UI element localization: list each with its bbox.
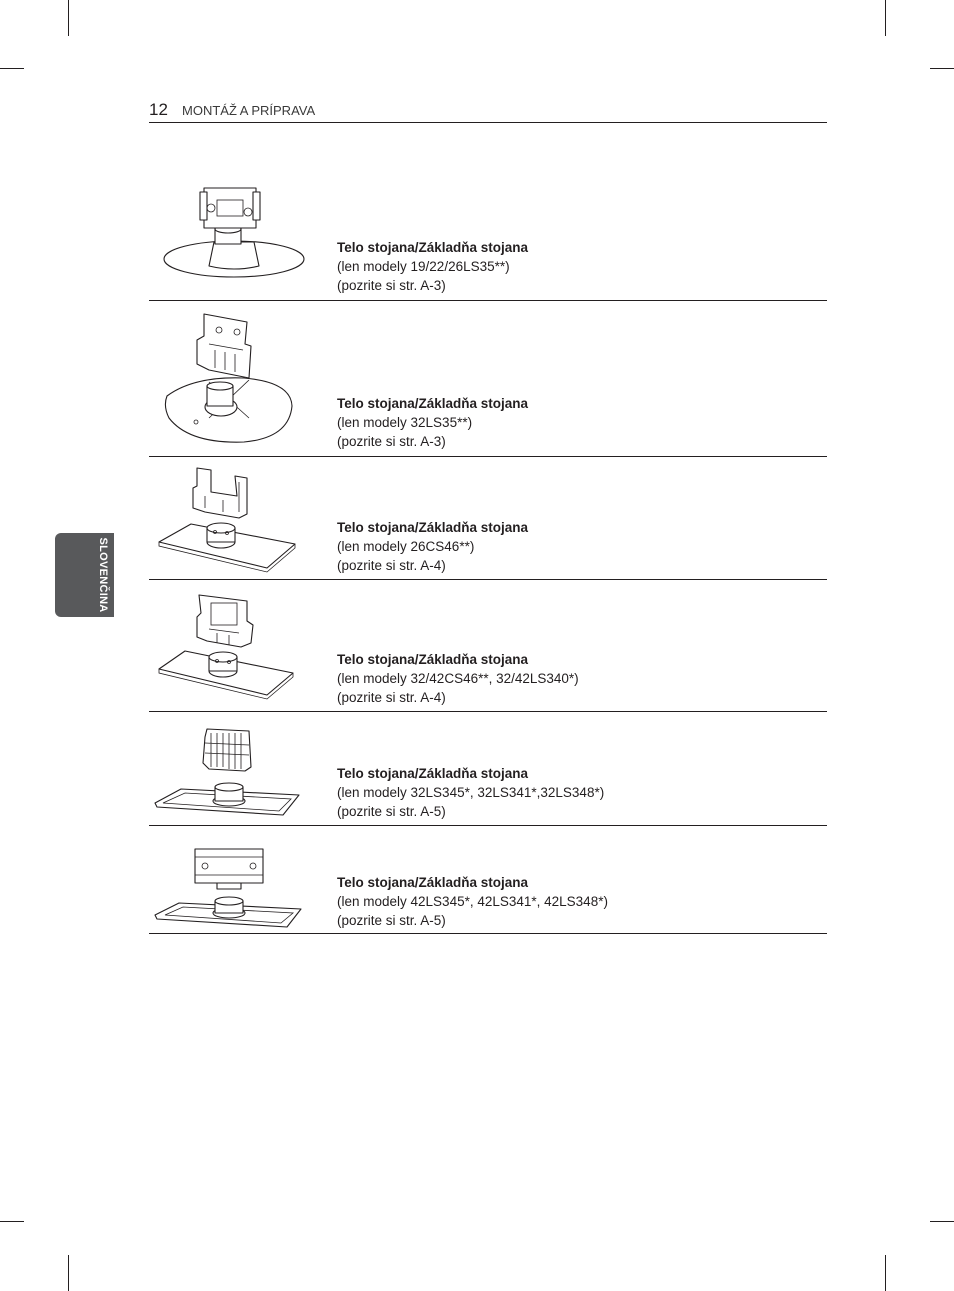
crop-mark bbox=[885, 1255, 886, 1291]
item-title: Telo stojana/Základňa stojana bbox=[337, 875, 529, 890]
list-item bbox=[149, 456, 827, 580]
stand-illustration bbox=[149, 579, 309, 711]
crop-mark bbox=[68, 0, 69, 36]
page-number: 12 bbox=[149, 100, 168, 119]
language-tab bbox=[55, 533, 114, 617]
item-page-ref: (pozrite si str. A-4) bbox=[337, 690, 446, 705]
item-models: (len modely 32LS35**) bbox=[337, 415, 473, 430]
item-models: (len modely 26CS46**) bbox=[337, 539, 475, 554]
item-page-ref: (pozrite si str. A-3) bbox=[337, 278, 446, 293]
section-title: MONTÁŽ A PRÍPRAVA bbox=[182, 103, 316, 118]
list-item bbox=[149, 300, 827, 457]
item-page-ref: (pozrite si str. A-5) bbox=[337, 913, 446, 928]
item-models: (len modely 32/42CS46**, 32/42LS340*) bbox=[337, 671, 579, 686]
crop-mark bbox=[0, 68, 24, 69]
stand-illustration bbox=[149, 180, 309, 300]
crop-mark bbox=[930, 68, 954, 69]
stand-illustration bbox=[149, 825, 309, 933]
page-header bbox=[149, 100, 827, 123]
crop-mark bbox=[930, 1221, 954, 1222]
item-page-ref: (pozrite si str. A-3) bbox=[337, 434, 446, 449]
item-models: (len modely 19/22/26LS35**) bbox=[337, 259, 510, 274]
crop-mark bbox=[68, 1255, 69, 1291]
item-title: Telo stojana/Základňa stojana bbox=[337, 240, 529, 255]
item-models: (len modely 42LS345*, 42LS341*, 42LS348*) bbox=[337, 894, 608, 909]
list-item bbox=[149, 180, 827, 301]
item-title: Telo stojana/Základňa stojana bbox=[337, 520, 529, 535]
stand-illustration bbox=[149, 456, 309, 579]
item-page-ref: (pozrite si str. A-4) bbox=[337, 558, 446, 573]
stand-illustration bbox=[149, 300, 309, 456]
language-tab-label: SLOVENČINA bbox=[96, 537, 109, 613]
item-title: Telo stojana/Základňa stojana bbox=[337, 396, 529, 411]
item-page-ref: (pozrite si str. A-5) bbox=[337, 804, 446, 819]
item-title: Telo stojana/Základňa stojana bbox=[337, 766, 529, 781]
list-item bbox=[149, 825, 827, 934]
crop-mark bbox=[885, 0, 886, 36]
stand-illustration bbox=[149, 711, 309, 825]
item-models: (len modely 32LS345*, 32LS341*,32LS348*) bbox=[337, 785, 605, 800]
item-title: Telo stojana/Základňa stojana bbox=[337, 652, 529, 667]
crop-mark bbox=[0, 1221, 24, 1222]
list-item bbox=[149, 711, 827, 826]
list-item bbox=[149, 579, 827, 712]
